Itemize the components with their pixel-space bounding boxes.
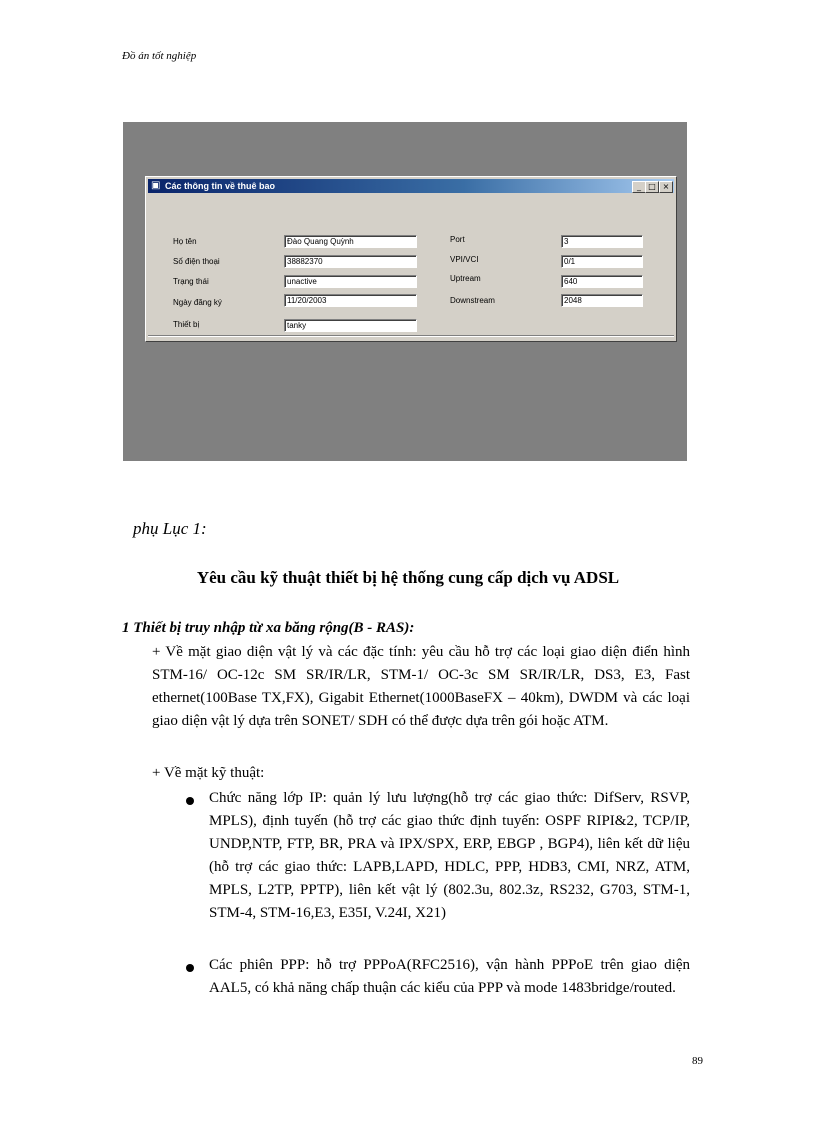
appendix-title: phụ Lục 1: bbox=[133, 519, 207, 538]
minimize-button[interactable]: _ bbox=[632, 181, 646, 193]
maximize-button[interactable]: □ bbox=[645, 181, 659, 193]
register-date-field[interactable]: 11/20/2003 bbox=[284, 294, 417, 307]
screenshot-figure bbox=[123, 122, 687, 461]
window-separator bbox=[148, 335, 674, 337]
device-field[interactable]: tanky bbox=[284, 319, 417, 332]
device-label: Thiết bị bbox=[173, 320, 200, 329]
vpi-vci-label: VPI/VCI bbox=[450, 255, 479, 264]
window-titlebar[interactable] bbox=[148, 179, 674, 193]
bullet-item: Chức năng lớp IP: quản lý lưu lượng(hỗ trợ các giao thức: DifServ, RSVP, MPLS), định tuyến (hỗ trợ các giao thức định tuyến: OSPF RIPI&2, TCP/IP, UNDP,NTP, FTP, BR, PRA và IPX/SPX, ERP, EBGP , BGP4), liên kết dữ liệu (hỗ trợ các giao thức: LAPB,LAPD, HDLC, PPP, HDB3, CMI, NRZ, ATM, MPLS, L2TP, PPTP), liên kết vật lý (802.3u, 802.3z, RS232, G703, STM-1, STM-4, STM-16,E3, E35I, V.24I, X21) bbox=[209, 790, 690, 921]
port-label: Port bbox=[450, 235, 465, 244]
upstream-field[interactable]: 640 bbox=[561, 275, 643, 288]
close-button[interactable]: × bbox=[659, 181, 673, 193]
phone-field[interactable]: 38882370 bbox=[284, 255, 417, 268]
window-client-area bbox=[148, 195, 674, 337]
phone-label: Số điện thoại bbox=[173, 257, 220, 266]
running-header: Đồ án tốt nghiệp bbox=[122, 50, 197, 62]
app-icon: ▣ bbox=[151, 180, 161, 191]
page-heading: Yêu cầu kỹ thuật thiết bị hệ thống cung cấp dịch vụ ADSL bbox=[196, 568, 620, 587]
downstream-label: Downstream bbox=[450, 296, 495, 305]
full-name-field[interactable]: Đào Quang Quỳnh bbox=[284, 235, 417, 248]
status-field[interactable]: unactive bbox=[284, 275, 417, 288]
interface-paragraph: + Về mặt giao diện vật lý và các đặc tính: yêu cầu hỗ trợ các loại giao diện điển hình STM-16/ OC-12c SM SR/IR/LR, STM-1/ OC-3c SM SR/IR/LR, DS3, E3, Fast ethernet(100Base TX,FX), Gigabit Ethernet(1000BaseFX – 40km), DWDM và các loại giao diện vật lý dựa trên SONET/ SDH có thể được dựa trên gói hoặc ATM. bbox=[152, 644, 690, 729]
port-field[interactable]: 3 bbox=[561, 235, 643, 248]
status-label: Trạng thái bbox=[173, 277, 209, 286]
upstream-label: Uptream bbox=[450, 274, 481, 283]
bullet-item: Các phiên PPP: hỗ trợ PPPoA(RFC2516), vận hành PPPoE trên giao diện AAL5, có khả năng chấp thuận các kiểu của PPP và mode 1483bridge/routed. bbox=[209, 957, 690, 996]
bullet-icon bbox=[186, 964, 194, 972]
full-name-label: Họ tên bbox=[173, 237, 197, 246]
register-date-label: Ngày đăng ký bbox=[173, 298, 222, 307]
bullet-icon bbox=[186, 797, 194, 805]
subscriber-info-window bbox=[145, 176, 677, 342]
technical-paragraph: + Về mặt kỹ thuật: bbox=[152, 765, 265, 781]
section-title: 1 Thiết bị truy nhập từ xa băng rộng(B - RAS): bbox=[122, 620, 415, 636]
page-number: 89 bbox=[692, 1055, 703, 1067]
window-title: Các thông tin về thuê bao bbox=[165, 181, 276, 191]
vpi-vci-field[interactable]: 0/1 bbox=[561, 255, 643, 268]
downstream-field[interactable]: 2048 bbox=[561, 294, 643, 307]
